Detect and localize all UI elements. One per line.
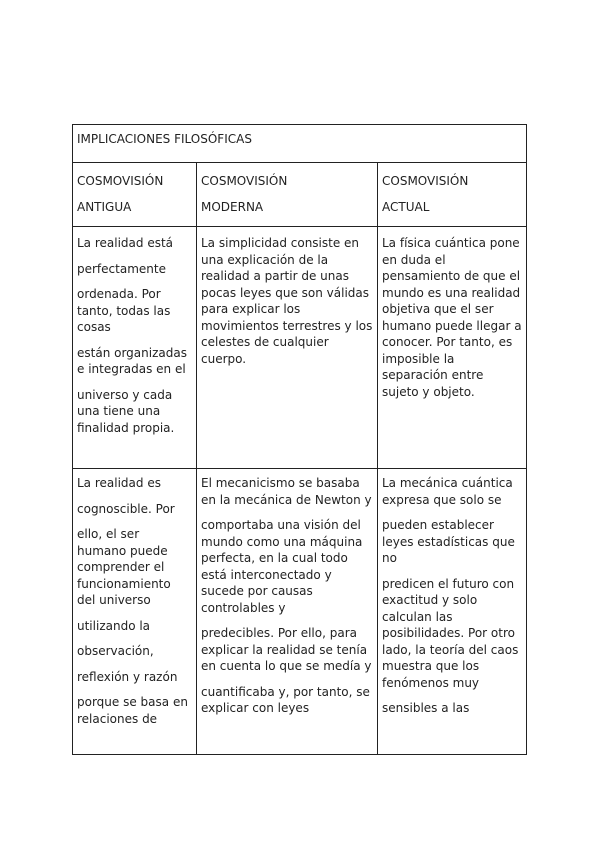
paragraph: El mecanicismo se basaba en la mecánica de Newton y — [201, 476, 372, 507]
cell-actual-2 — [378, 469, 527, 755]
paragraph: perfectamente — [77, 261, 166, 276]
paragraph: porque se basa en relaciones de — [77, 695, 188, 726]
header-text: MODERNA — [201, 200, 264, 214]
paragraph: utilizando la — [77, 618, 151, 633]
paragraph: cuantificaba y, por tanto, se explicar con leyes — [201, 684, 370, 715]
cell-antigua-2 — [73, 469, 197, 755]
paragraph: ordenada. Por tanto, todas las cosas — [77, 287, 171, 334]
paragraph: comportaba una visión del mundo como una máquina perfecta, en la cual todo está interconectado y sucede por causas controlables y — [201, 518, 363, 615]
paragraph: cognoscible. Por — [77, 501, 175, 516]
paragraph: universo y cada una tiene una finalidad propia. — [77, 387, 175, 435]
paragraph: La mecánica cuántica expresa que solo se — [382, 476, 513, 507]
paragraph: La realidad está — [77, 236, 174, 250]
paragraph: La física cuántica pone en duda el pensamiento de que el mundo es una realidad objetiva que el ser humano puede llegar a conocer. Por tanto, es imposible la separación entre sujeto y objeto. — [382, 236, 522, 399]
cell-moderna-2 — [197, 469, 378, 755]
paragraph: ello, el ser humano puede comprender el funcionamiento del universo — [77, 527, 171, 607]
header-text: COSMOVISIÓN — [382, 174, 469, 188]
header-actual — [378, 163, 527, 227]
cell-moderna-1 — [197, 227, 378, 469]
table-title: IMPLICACIONES FILOSÓFICAS — [73, 125, 527, 163]
paragraph: predicen el futuro con exactitud y solo calculan las posibilidades. Por otro lado, la teoría del caos muestra que los fenómenos muy — [382, 576, 519, 690]
paragraph: La realidad es — [77, 476, 161, 490]
header-text: ANTIGUA — [77, 200, 132, 214]
header-text: COSMOVISIÓN — [77, 174, 164, 188]
header-antigua — [73, 163, 197, 227]
paragraph: sensibles a las — [382, 701, 470, 715]
header-moderna — [197, 163, 378, 227]
cell-antigua-1 — [73, 227, 197, 469]
header-text: COSMOVISIÓN — [201, 174, 288, 188]
paragraph: La simplicidad consiste en una explicación de la realidad a partir de unas pocas leyes que son válidas para explicar los movimientos terrestres y los celestes de cualquier cuerpo. — [201, 236, 373, 366]
philosophy-table — [72, 124, 527, 755]
paragraph: predecibles. Por ello, para explicar la realidad se tenía en cuenta lo que se medía y — [201, 626, 372, 673]
paragraph: pueden establecer leyes estadísticas que no — [382, 518, 515, 565]
header-text: ACTUAL — [382, 200, 430, 214]
paragraph: observación, — [77, 644, 154, 658]
cell-actual-1 — [378, 227, 527, 469]
paragraph: están organizadas e integradas en el — [77, 345, 187, 376]
paragraph: reflexión y razón — [77, 669, 178, 684]
